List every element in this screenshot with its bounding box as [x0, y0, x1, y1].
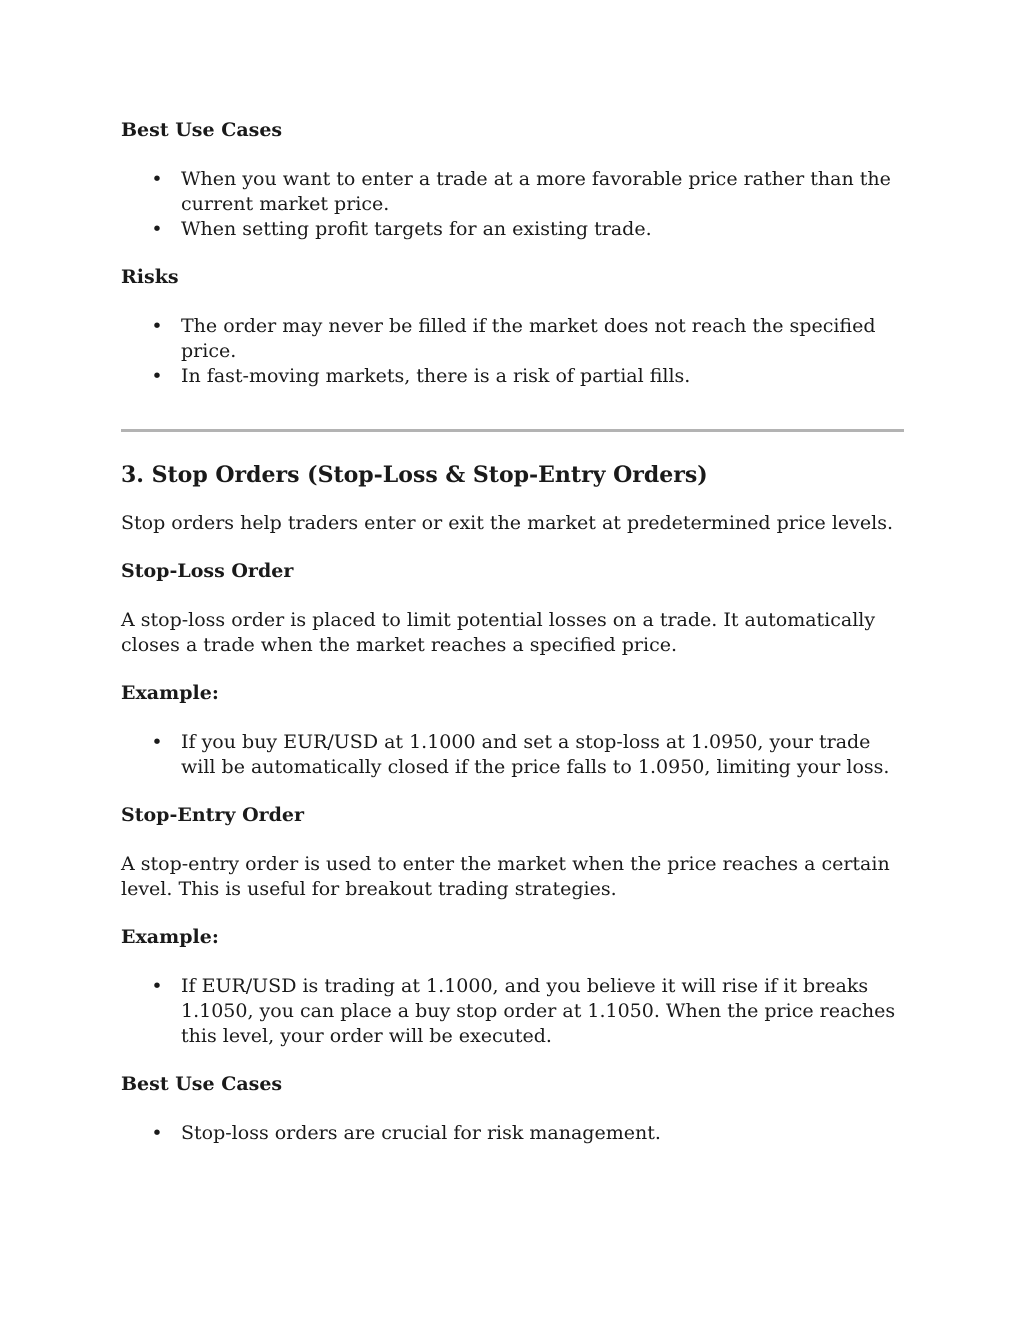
list-item: • In fast-moving markets, there is a risk of partial fills.: [151, 365, 691, 387]
bullet-icon: •: [151, 168, 163, 190]
document-page: [121, 118, 904, 1146]
risks-heading: Risks: [121, 266, 179, 288]
risks-list: [121, 314, 904, 389]
section-title: 3. Stop Orders (Stop-Loss & Stop-Entry Orders): [121, 462, 708, 488]
bullet-icon: •: [151, 731, 163, 753]
list-item: • Stop-loss orders are crucial for risk management.: [151, 1122, 661, 1144]
best-use-cases-heading: Best Use Cases: [121, 119, 283, 141]
stop-loss-example-list: [121, 730, 904, 780]
list-item: • When you want to enter a trade at a more favorable price rather than the current market price.: [151, 168, 891, 215]
list-item: • If you buy EUR/USD at 1.1000 and set a stop-loss at 1.0950, your trade will be automatically closed if the price falls to 1.0950, limiting your loss.: [151, 731, 890, 778]
stop-entry-description: A stop-entry order is used to enter the market when the price reaches a certain level. This is useful for breakout trading strategies.: [121, 853, 890, 900]
stop-loss-description: A stop-loss order is placed to limit potential losses on a trade. It automatically closes a trade when the market reaches a specified price.: [121, 609, 876, 656]
stop-entry-example-list: [121, 974, 904, 1049]
bullet-icon: •: [151, 315, 163, 337]
list-item: • The order may never be filled if the market does not reach the specified price.: [151, 315, 876, 362]
list-item: • If EUR/USD is trading at 1.1000, and you believe it will rise if it breaks 1.1050, you can place a buy stop order at 1.1050. When the price reaches this level, your order will be executed.: [151, 975, 896, 1047]
bullet-icon: •: [151, 218, 163, 240]
stop-entry-example-label: Example:: [121, 926, 219, 948]
section-intro: Stop orders help traders enter or exit the market at predetermined price levels.: [121, 512, 893, 534]
best-use-cases-list: [121, 167, 904, 242]
list-item: • When setting profit targets for an existing trade.: [151, 218, 652, 240]
stop-entry-heading: Stop-Entry Order: [121, 804, 305, 826]
bullet-icon: •: [151, 365, 163, 387]
stop-loss-heading: Stop-Loss Order: [121, 560, 294, 582]
bullet-icon: •: [151, 1122, 163, 1144]
best-use-cases-heading-2: Best Use Cases: [121, 1073, 283, 1095]
bullet-icon: •: [151, 975, 163, 997]
stop-loss-example-label: Example:: [121, 682, 219, 704]
best-use-cases-list-2: [121, 1121, 904, 1146]
